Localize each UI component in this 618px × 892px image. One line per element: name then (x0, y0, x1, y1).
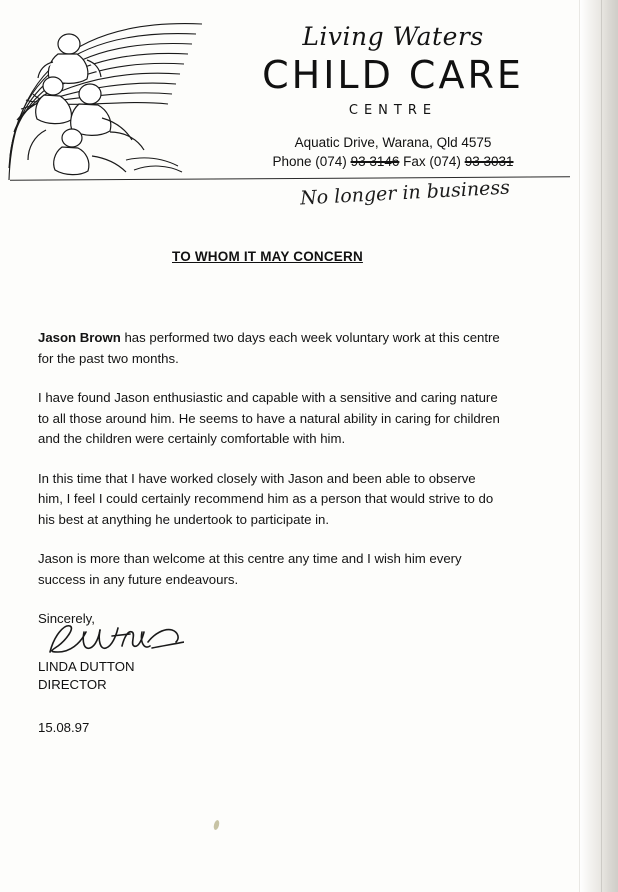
signer-title: DIRECTOR (38, 677, 107, 692)
contact-line (228, 154, 558, 169)
paragraph-3: In this time that I have worked closely with Jason and been able to observe him, I feel I could certainly recommend him as a person that would strive to do his best at anything he undertook to participate in. (38, 470, 494, 527)
signer-name: LINDA DUTTON (38, 659, 135, 674)
paragraph-1-rest: has performed two days each week voluntary work at this centre for the past two months. (38, 330, 500, 366)
rainbow-children-logo-icon (6, 10, 216, 182)
letterhead (0, 0, 580, 185)
handwritten-annotation: No longer in business (299, 176, 511, 210)
phone-label: Phone (074) (272, 154, 347, 170)
letter-subject: TO WHOM IT MAY CONCERN (172, 249, 363, 264)
scan-edge-line (601, 0, 602, 892)
paragraph-2: I have found Jason enthusiastic and capable with a sensitive and caring nature to all those around him. He seems to have a natural ability in caring for children and the children were certainly comfortable with him. (38, 390, 500, 446)
scan-speck (213, 820, 220, 831)
address-line: Aquatic Drive, Warana, Qld 4575 (294, 135, 492, 150)
closing-line: Sincerely, (38, 611, 95, 626)
brand-sub-name: CENTRE (348, 103, 438, 118)
brand-script-name: Living Waters (302, 22, 484, 51)
paragraph-1 (38, 328, 500, 369)
letter-body (38, 328, 500, 649)
scan-edge-shadow (579, 0, 618, 892)
signature-block (38, 658, 134, 694)
fax-number: 93 3031 (464, 154, 514, 170)
brand-block (228, 24, 558, 169)
paragraph-4: Jason is more than welcome at this centre any time and I wish him every success in any future endeavours. (38, 551, 462, 587)
fax-label: Fax (074) (403, 154, 461, 170)
handwritten-signature (44, 622, 184, 658)
subject-person-name: Jason Brown (38, 330, 121, 345)
phone-number: 93 3146 (350, 154, 400, 170)
letter-date: 15.08.97 (38, 720, 90, 735)
brand-main-name: CHILD CARE (262, 53, 524, 97)
